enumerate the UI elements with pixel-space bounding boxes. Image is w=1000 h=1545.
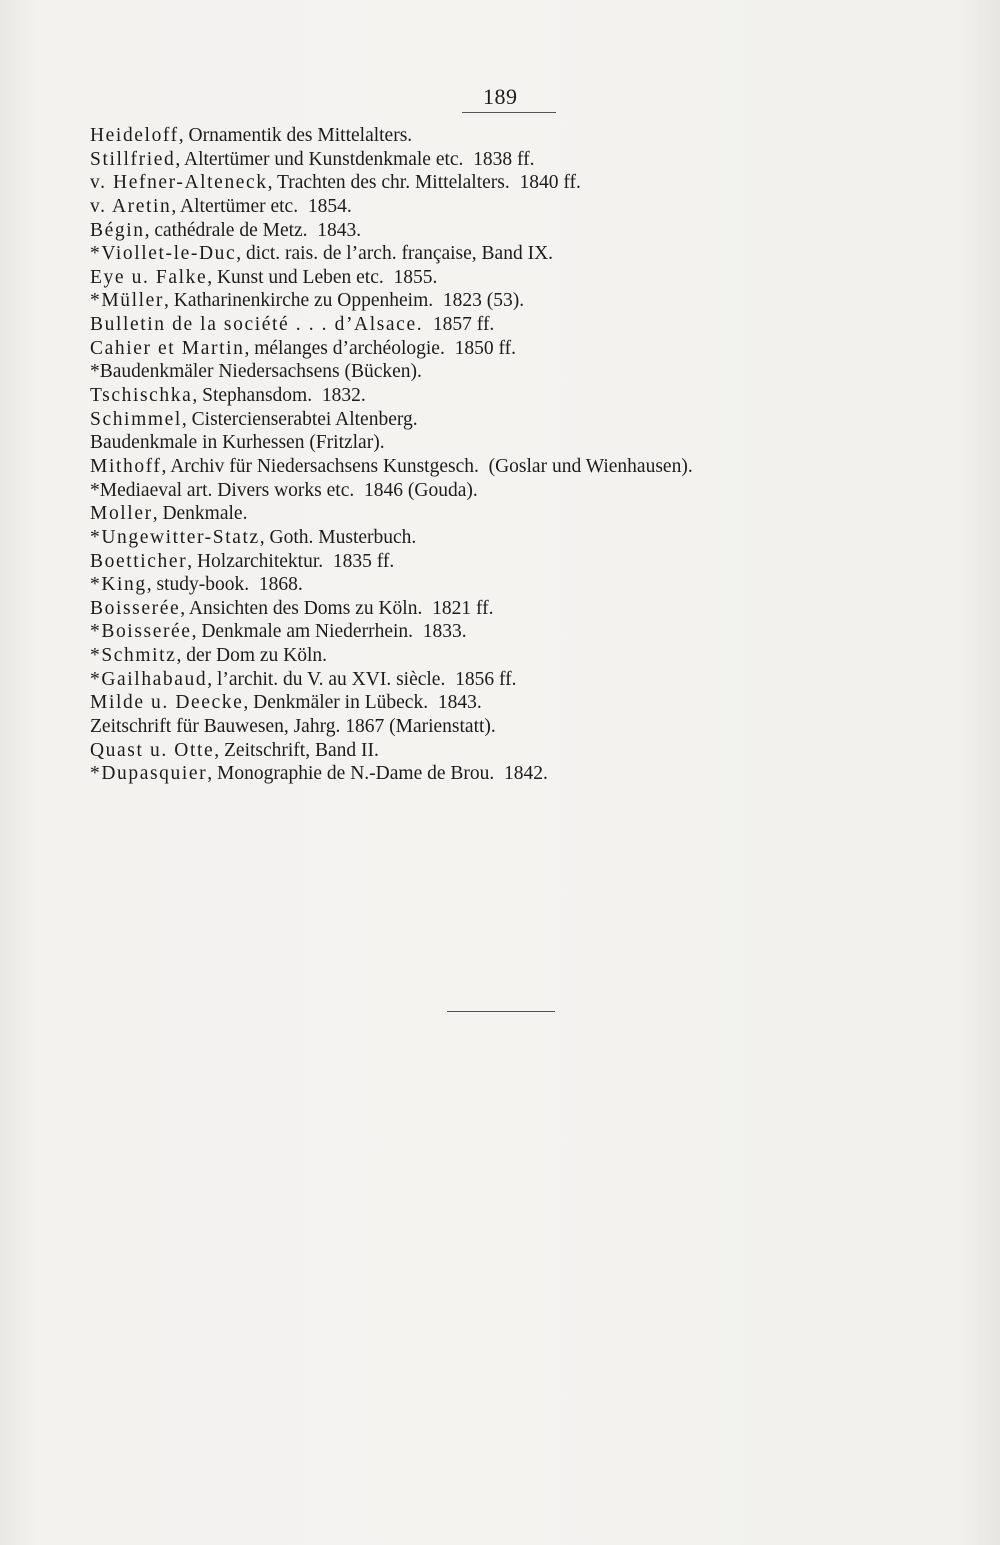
entry-author: *Dupasquier (90, 763, 208, 785)
entry-text: , Zeitschrift, Band II. (214, 739, 379, 761)
bibliography-entry (90, 195, 693, 219)
entry-author: Stillfried (90, 148, 176, 170)
entry-text: , Katharinenkirche zu Oppenheim. 1823 (53). (164, 290, 525, 312)
entry-text: , cathédrale de Metz. 1843. (144, 219, 362, 241)
bibliography-entry (90, 762, 693, 786)
entry-text: , Stephansdom. 1832. (192, 385, 366, 407)
bibliography-entry (90, 408, 693, 432)
bibliography-entry (90, 715, 693, 739)
entry-author: *King (90, 574, 147, 596)
entry-author: Eye u. Falke (90, 266, 208, 288)
end-rule (447, 1011, 555, 1012)
bibliography-entry (90, 526, 693, 550)
entry-author: Schimmel (90, 408, 182, 430)
entry-text: 1857 ff. (423, 314, 495, 336)
bibliography-entry (90, 620, 693, 644)
entry-text: , Denkmale am Niederrhein. 1833. (191, 621, 467, 643)
bibliography-entry (90, 644, 693, 668)
entry-author: Bulletin de la société . . . d’Alsace. (90, 314, 424, 336)
bibliography-entry (90, 219, 693, 243)
entry-text: , l’archit. du V. au XVI. siècle. 1856 ff. (207, 668, 517, 690)
entry-text: , Cistercienserabtei Altenberg. (181, 408, 418, 430)
entry-author: Boetticher (90, 550, 188, 572)
entry-text: , Ornamentik des Mittelalters. (178, 125, 413, 146)
entry-text: , Kunst und Leben etc. 1855. (207, 266, 438, 288)
entry-author: Mithoff (90, 455, 162, 477)
entry-author: Milde u. Deecke (90, 692, 244, 714)
bibliography-entry (90, 550, 693, 574)
bibliography-entry (90, 502, 693, 526)
entry-author: Bégin (90, 219, 145, 241)
bibliography-entry (90, 431, 693, 455)
page-number: 189 (483, 84, 518, 109)
entry-author: Moller (90, 503, 153, 525)
entry-author: *Schmitz (90, 645, 177, 667)
entry-text: , Holzarchitektur. 1835 ff. (187, 550, 395, 572)
entry-author: Quast u. Otte (90, 739, 215, 761)
entry-text: , Archiv für Niedersachsens Kunstgesch. (Goslar und Wienhausen). (161, 455, 693, 477)
bibliography-entry (90, 124, 693, 148)
entry-text: , Altertümer etc. 1854. (171, 195, 352, 217)
entry-author: v. Aretin (90, 195, 172, 217)
bibliography-entry (90, 148, 693, 172)
entry-author: *Boisserée (90, 621, 192, 643)
entry-text: *Mediaeval art. Divers works etc. 1846 (Gouda). (90, 479, 478, 501)
entry-text: , der Dom zu Köln. (176, 645, 328, 667)
entry-text: , study-book. 1868. (146, 574, 303, 596)
entry-author: Tschischka (90, 385, 193, 407)
entry-text: *Baudenkmäler Niedersachsens (Bücken). (90, 361, 422, 383)
entry-text: , Goth. Musterbuch. (259, 526, 417, 548)
bibliography-entry (90, 384, 693, 408)
entry-text: , Ansichten des Doms zu Köln. 1821 ff. (180, 597, 494, 619)
bibliography-entry (90, 479, 693, 503)
bibliography-entry (90, 739, 693, 763)
bibliography-entry (90, 337, 693, 361)
bibliography-entry (90, 242, 693, 266)
bibliography-entry (90, 668, 693, 692)
bibliography-entry (90, 313, 693, 337)
bibliography-entry (90, 691, 693, 715)
entry-text: , dict. rais. de l’arch. française, Band IX. (236, 243, 554, 265)
entry-author: v. Hefner-Alteneck (90, 172, 268, 194)
bibliography-entry (90, 455, 693, 479)
bibliography-entry (90, 171, 693, 195)
entry-author: *Müller (90, 290, 165, 312)
entry-author: Cahier et Martin (90, 337, 245, 359)
entry-text: , Monographie de N.-Dame de Brou. 1842. (207, 763, 548, 785)
entry-author: *Gailhabaud (90, 668, 208, 690)
header-rule (462, 112, 556, 113)
entry-text: , Trachten des chr. Mittelalters. 1840 ff. (267, 172, 581, 194)
bibliography-entry (90, 597, 693, 621)
entry-text: Zeitschrift für Bauwesen, Jahrg. 1867 (Marienstatt). (90, 716, 496, 738)
bibliography-entry (90, 573, 693, 597)
entry-author: *Viollet-le-Duc (90, 243, 237, 265)
entry-text: , Altertümer und Kunstdenkmale etc. 1838 ff. (175, 148, 535, 170)
bibliography-entry (90, 266, 693, 290)
entry-text: , Denkmale. (152, 503, 248, 525)
entry-author: *Ungewitter-Statz (90, 526, 260, 548)
entry-author: Heideloff (90, 125, 179, 146)
bibliography-list (90, 124, 693, 786)
bibliography-entry (90, 360, 693, 384)
entry-author: Boisserée (90, 597, 181, 619)
entry-text: , mélanges d’archéologie. 1850 ff. (244, 337, 516, 359)
entry-text: , Denkmäler in Lübeck. 1843. (243, 692, 482, 714)
bibliography-entry (90, 289, 693, 313)
entry-text: Baudenkmale in Kurhessen (Fritzlar). (90, 432, 385, 454)
